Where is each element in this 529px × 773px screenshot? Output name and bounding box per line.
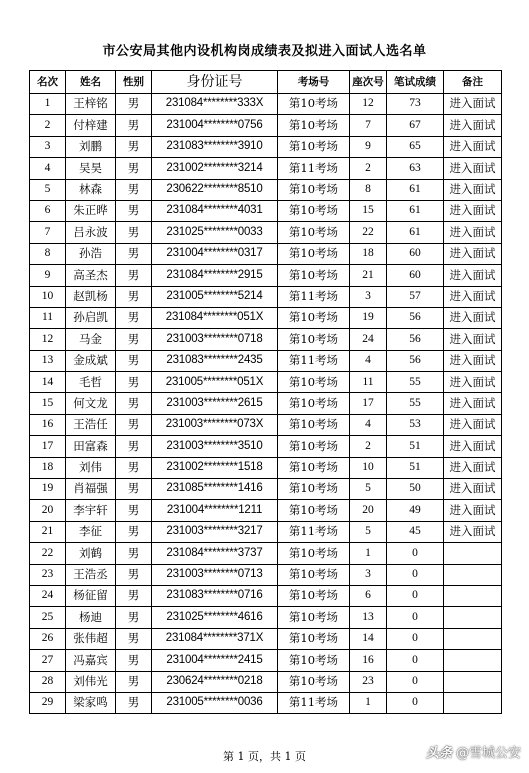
seat-number-cell: 12 — [350, 94, 387, 115]
gender-cell: 男 — [116, 564, 152, 585]
id-number-cell: 231025********4616 — [152, 607, 278, 628]
name-cell: 杨征留 — [66, 585, 116, 606]
rank-cell: 27 — [30, 650, 66, 671]
table-row — [30, 414, 502, 435]
seat-number-cell: 18 — [350, 243, 387, 264]
exam-room-cell: 第10考场 — [278, 457, 350, 478]
seat-number-cell: 10 — [350, 457, 387, 478]
seat-number-cell: 3 — [350, 564, 387, 585]
table-row — [30, 457, 502, 478]
table-row — [30, 115, 502, 136]
header-gender: 性别 — [116, 71, 152, 94]
name-cell: 马金 — [66, 329, 116, 350]
score-cell: 60 — [387, 243, 444, 264]
score-cell: 0 — [387, 671, 444, 692]
rank-cell: 24 — [30, 585, 66, 606]
rank-cell: 14 — [30, 372, 66, 393]
name-cell: 林森 — [66, 179, 116, 200]
remark-cell: 进入面试 — [444, 329, 502, 350]
table-row — [30, 628, 502, 649]
table-row — [30, 350, 502, 371]
gender-cell: 男 — [116, 607, 152, 628]
gender-cell: 男 — [116, 500, 152, 521]
remark-cell — [444, 607, 502, 628]
name-cell: 孙浩 — [66, 243, 116, 264]
score-cell: 57 — [387, 286, 444, 307]
rank-cell: 23 — [30, 564, 66, 585]
score-cell: 56 — [387, 350, 444, 371]
id-number-cell: 230624********0218 — [152, 671, 278, 692]
table-row — [30, 479, 502, 500]
gender-cell: 男 — [116, 136, 152, 157]
gender-cell: 男 — [116, 457, 152, 478]
remark-cell: 进入面试 — [444, 94, 502, 115]
table-row — [30, 286, 502, 307]
remark-cell: 进入面试 — [444, 393, 502, 414]
exam-room-cell: 第10考场 — [278, 607, 350, 628]
table-row — [30, 650, 502, 671]
id-number-cell: 231003********0718 — [152, 329, 278, 350]
seat-number-cell: 3 — [350, 286, 387, 307]
id-number-cell: 231084********051X — [152, 307, 278, 328]
remark-cell — [444, 585, 502, 606]
exam-room-cell: 第10考场 — [278, 479, 350, 500]
name-cell: 肖福强 — [66, 479, 116, 500]
name-cell: 冯嘉宾 — [66, 650, 116, 671]
gender-cell: 男 — [116, 436, 152, 457]
id-number-cell: 231004********0756 — [152, 115, 278, 136]
id-number-cell: 231085********1416 — [152, 479, 278, 500]
exam-room-cell: 第10考场 — [278, 585, 350, 606]
score-cell: 55 — [387, 372, 444, 393]
rank-cell: 26 — [30, 628, 66, 649]
table-row — [30, 564, 502, 585]
id-number-cell: 230622********8510 — [152, 179, 278, 200]
score-cell: 0 — [387, 564, 444, 585]
table-row — [30, 585, 502, 606]
gender-cell: 男 — [116, 628, 152, 649]
exam-room-cell: 第10考场 — [278, 436, 350, 457]
exam-room-cell: 第10考场 — [278, 307, 350, 328]
remark-cell: 进入面试 — [444, 500, 502, 521]
remark-cell — [444, 692, 502, 713]
score-cell: 61 — [387, 179, 444, 200]
seat-number-cell: 22 — [350, 222, 387, 243]
rank-cell: 6 — [30, 200, 66, 221]
seat-number-cell: 5 — [350, 479, 387, 500]
name-cell: 付梓建 — [66, 115, 116, 136]
rank-cell: 29 — [30, 692, 66, 713]
gender-cell: 男 — [116, 543, 152, 564]
remark-cell: 进入面试 — [444, 479, 502, 500]
score-cell: 51 — [387, 457, 444, 478]
score-cell: 61 — [387, 222, 444, 243]
exam-room-cell: 第10考场 — [278, 243, 350, 264]
gender-cell: 男 — [116, 222, 152, 243]
table-row — [30, 265, 502, 286]
score-cell: 73 — [387, 94, 444, 115]
page-title: 市公安局其他内设机构岗成绩表及拟进入面试人选名单 — [102, 44, 427, 59]
gender-cell: 男 — [116, 243, 152, 264]
rank-cell: 5 — [30, 179, 66, 200]
score-cell: 65 — [387, 136, 444, 157]
id-number-cell: 231084********371X — [152, 628, 278, 649]
gender-cell: 男 — [116, 286, 152, 307]
exam-room-cell: 第11考场 — [278, 286, 350, 307]
header-id-number: 身份证号 — [152, 71, 278, 94]
exam-room-cell: 第10考场 — [278, 564, 350, 585]
rank-cell: 4 — [30, 158, 66, 179]
score-cell: 0 — [387, 543, 444, 564]
gender-cell: 男 — [116, 671, 152, 692]
remark-cell — [444, 671, 502, 692]
rank-cell: 22 — [30, 543, 66, 564]
rank-cell: 1 — [30, 94, 66, 115]
name-cell: 张伟超 — [66, 628, 116, 649]
id-number-cell: 231005********5214 — [152, 286, 278, 307]
rank-cell: 28 — [30, 671, 66, 692]
table-row — [30, 500, 502, 521]
name-cell: 刘伟光 — [66, 671, 116, 692]
id-number-cell: 231005********051X — [152, 372, 278, 393]
gender-cell: 男 — [116, 115, 152, 136]
seat-number-cell: 15 — [350, 200, 387, 221]
gender-cell: 男 — [116, 329, 152, 350]
header-written-score: 笔试成绩 — [387, 71, 444, 94]
remark-cell: 进入面试 — [444, 179, 502, 200]
rank-cell: 13 — [30, 350, 66, 371]
remark-cell: 进入面试 — [444, 350, 502, 371]
id-number-cell: 231003********3510 — [152, 436, 278, 457]
id-number-cell: 231002********3214 — [152, 158, 278, 179]
header-exam-room: 考场号 — [278, 71, 350, 94]
name-cell: 梁家鸣 — [66, 692, 116, 713]
score-cell: 0 — [387, 628, 444, 649]
gender-cell: 男 — [116, 265, 152, 286]
table-row — [30, 307, 502, 328]
exam-room-cell: 第10考场 — [278, 136, 350, 157]
exam-room-cell: 第10考场 — [278, 222, 350, 243]
exam-room-cell: 第11考场 — [278, 350, 350, 371]
id-number-cell: 231004********2415 — [152, 650, 278, 671]
remark-cell: 进入面试 — [444, 372, 502, 393]
exam-room-cell: 第10考场 — [278, 650, 350, 671]
id-number-cell: 231004********1211 — [152, 500, 278, 521]
score-cell: 63 — [387, 158, 444, 179]
seat-number-cell: 24 — [350, 329, 387, 350]
remark-cell: 进入面试 — [444, 265, 502, 286]
rank-cell: 2 — [30, 115, 66, 136]
gender-cell: 男 — [116, 179, 152, 200]
remark-cell: 进入面试 — [444, 243, 502, 264]
rank-cell: 9 — [30, 265, 66, 286]
rank-cell: 3 — [30, 136, 66, 157]
table-row — [30, 607, 502, 628]
exam-room-cell: 第10考场 — [278, 115, 350, 136]
name-cell: 吕永波 — [66, 222, 116, 243]
name-cell: 吴昊 — [66, 158, 116, 179]
table-row — [30, 158, 502, 179]
name-cell: 赵凯杨 — [66, 286, 116, 307]
id-number-cell: 231084********333X — [152, 94, 278, 115]
id-number-cell: 231005********0036 — [152, 692, 278, 713]
id-number-cell: 231003********073X — [152, 414, 278, 435]
exam-room-cell: 第10考场 — [278, 414, 350, 435]
table-row — [30, 94, 502, 115]
gender-cell: 男 — [116, 350, 152, 371]
exam-room-cell: 第10考场 — [278, 671, 350, 692]
rank-cell: 10 — [30, 286, 66, 307]
id-number-cell: 231004********0317 — [152, 243, 278, 264]
gender-cell: 男 — [116, 650, 152, 671]
seat-number-cell: 14 — [350, 628, 387, 649]
name-cell: 刘伟 — [66, 457, 116, 478]
exam-room-cell: 第10考场 — [278, 543, 350, 564]
exam-room-cell: 第10考场 — [278, 628, 350, 649]
seat-number-cell: 11 — [350, 372, 387, 393]
score-cell: 50 — [387, 479, 444, 500]
rank-cell: 8 — [30, 243, 66, 264]
rank-cell: 17 — [30, 436, 66, 457]
score-cell: 55 — [387, 393, 444, 414]
gender-cell: 男 — [116, 393, 152, 414]
exam-room-cell: 第10考场 — [278, 265, 350, 286]
header-remark: 备注 — [444, 71, 502, 94]
table-row — [30, 222, 502, 243]
name-cell: 李宇轩 — [66, 500, 116, 521]
header-name: 姓名 — [66, 71, 116, 94]
seat-number-cell: 20 — [350, 500, 387, 521]
name-cell: 朱正晔 — [66, 200, 116, 221]
gender-cell: 男 — [116, 692, 152, 713]
remark-cell: 进入面试 — [444, 115, 502, 136]
rank-cell: 16 — [30, 414, 66, 435]
id-number-cell: 231003********3217 — [152, 521, 278, 542]
remark-cell — [444, 543, 502, 564]
rank-cell: 15 — [30, 393, 66, 414]
exam-room-cell: 第11考场 — [278, 158, 350, 179]
score-cell: 0 — [387, 585, 444, 606]
seat-number-cell: 9 — [350, 136, 387, 157]
rank-cell: 18 — [30, 457, 66, 478]
seat-number-cell: 6 — [350, 585, 387, 606]
seat-number-cell: 8 — [350, 179, 387, 200]
seat-number-cell: 4 — [350, 414, 387, 435]
id-number-cell: 231003********2615 — [152, 393, 278, 414]
watermark-brand: 头条 — [425, 746, 452, 761]
name-cell: 田富森 — [66, 436, 116, 457]
gender-cell: 男 — [116, 414, 152, 435]
remark-cell: 进入面试 — [444, 286, 502, 307]
name-cell: 孙启凯 — [66, 307, 116, 328]
table-row — [30, 136, 502, 157]
exam-room-cell: 第11考场 — [278, 692, 350, 713]
remark-cell — [444, 628, 502, 649]
seat-number-cell: 23 — [350, 671, 387, 692]
exam-room-cell: 第10考场 — [278, 94, 350, 115]
score-cell: 67 — [387, 115, 444, 136]
table-row — [30, 179, 502, 200]
id-number-cell: 231084********2915 — [152, 265, 278, 286]
remark-cell: 进入面试 — [444, 307, 502, 328]
results-table — [29, 70, 502, 714]
score-cell: 49 — [387, 500, 444, 521]
remark-cell — [444, 650, 502, 671]
id-number-cell: 231002********1518 — [152, 457, 278, 478]
name-cell: 杨迪 — [66, 607, 116, 628]
exam-room-cell: 第10考场 — [278, 372, 350, 393]
rank-cell: 21 — [30, 521, 66, 542]
score-cell: 0 — [387, 650, 444, 671]
seat-number-cell: 19 — [350, 307, 387, 328]
gender-cell: 男 — [116, 158, 152, 179]
table-row — [30, 521, 502, 542]
remark-cell: 进入面试 — [444, 521, 502, 542]
table-row — [30, 543, 502, 564]
id-number-cell: 231083********2435 — [152, 350, 278, 371]
name-cell: 王浩任 — [66, 414, 116, 435]
name-cell: 李征 — [66, 521, 116, 542]
rank-cell: 25 — [30, 607, 66, 628]
remark-cell: 进入面试 — [444, 158, 502, 179]
watermark — [426, 742, 521, 761]
table-body — [30, 94, 502, 714]
gender-cell: 男 — [116, 585, 152, 606]
remark-cell: 进入面试 — [444, 200, 502, 221]
score-cell: 61 — [387, 200, 444, 221]
rank-cell: 11 — [30, 307, 66, 328]
score-cell: 0 — [387, 607, 444, 628]
gender-cell: 男 — [116, 521, 152, 542]
gender-cell: 男 — [116, 200, 152, 221]
rank-cell: 12 — [30, 329, 66, 350]
seat-number-cell: 2 — [350, 158, 387, 179]
score-cell: 45 — [387, 521, 444, 542]
table-row — [30, 329, 502, 350]
remark-cell: 进入面试 — [444, 136, 502, 157]
score-cell: 56 — [387, 307, 444, 328]
table-header-row — [30, 71, 502, 94]
remark-cell: 进入面试 — [444, 222, 502, 243]
name-cell: 王梓铭 — [66, 94, 116, 115]
seat-number-cell: 13 — [350, 607, 387, 628]
table-row — [30, 200, 502, 221]
exam-room-cell: 第10考场 — [278, 393, 350, 414]
remark-cell: 进入面试 — [444, 457, 502, 478]
score-cell: 0 — [387, 692, 444, 713]
name-cell: 刘鹤 — [66, 543, 116, 564]
exam-room-cell: 第11考场 — [278, 521, 350, 542]
table-row — [30, 671, 502, 692]
id-number-cell: 231083********0716 — [152, 585, 278, 606]
table-row — [30, 393, 502, 414]
remark-cell — [444, 564, 502, 585]
name-cell: 高圣杰 — [66, 265, 116, 286]
name-cell: 刘鹏 — [66, 136, 116, 157]
seat-number-cell: 2 — [350, 436, 387, 457]
table-row — [30, 372, 502, 393]
header-rank: 名次 — [30, 71, 66, 94]
score-cell: 56 — [387, 329, 444, 350]
gender-cell: 男 — [116, 372, 152, 393]
rank-cell: 20 — [30, 500, 66, 521]
id-number-cell: 231003********0713 — [152, 564, 278, 585]
table-row — [30, 436, 502, 457]
exam-room-cell: 第10考场 — [278, 500, 350, 521]
id-number-cell: 231025********0033 — [152, 222, 278, 243]
table-row — [30, 243, 502, 264]
gender-cell: 男 — [116, 479, 152, 500]
name-cell: 王浩丞 — [66, 564, 116, 585]
score-cell: 51 — [387, 436, 444, 457]
header-seat-number: 座次号 — [350, 71, 387, 94]
rank-cell: 7 — [30, 222, 66, 243]
name-cell: 何文龙 — [66, 393, 116, 414]
name-cell: 毛哲 — [66, 372, 116, 393]
table-row — [30, 692, 502, 713]
seat-number-cell: 4 — [350, 350, 387, 371]
seat-number-cell: 7 — [350, 115, 387, 136]
seat-number-cell: 1 — [350, 543, 387, 564]
remark-cell: 进入面试 — [444, 414, 502, 435]
watermark-handle: @雪城公安 — [455, 746, 521, 761]
id-number-cell: 231083********3910 — [152, 136, 278, 157]
id-number-cell: 231084********3737 — [152, 543, 278, 564]
exam-room-cell: 第10考场 — [278, 329, 350, 350]
exam-room-cell: 第10考场 — [278, 179, 350, 200]
score-cell: 60 — [387, 265, 444, 286]
rank-cell: 19 — [30, 479, 66, 500]
remark-cell: 进入面试 — [444, 436, 502, 457]
seat-number-cell: 1 — [350, 692, 387, 713]
id-number-cell: 231084********4031 — [152, 200, 278, 221]
page-footer: 第 1 页，共 1 页 — [223, 750, 306, 763]
seat-number-cell: 16 — [350, 650, 387, 671]
seat-number-cell: 17 — [350, 393, 387, 414]
name-cell: 金成斌 — [66, 350, 116, 371]
seat-number-cell: 21 — [350, 265, 387, 286]
gender-cell: 男 — [116, 94, 152, 115]
score-cell: 53 — [387, 414, 444, 435]
gender-cell: 男 — [116, 307, 152, 328]
exam-room-cell: 第10考场 — [278, 200, 350, 221]
seat-number-cell: 5 — [350, 521, 387, 542]
